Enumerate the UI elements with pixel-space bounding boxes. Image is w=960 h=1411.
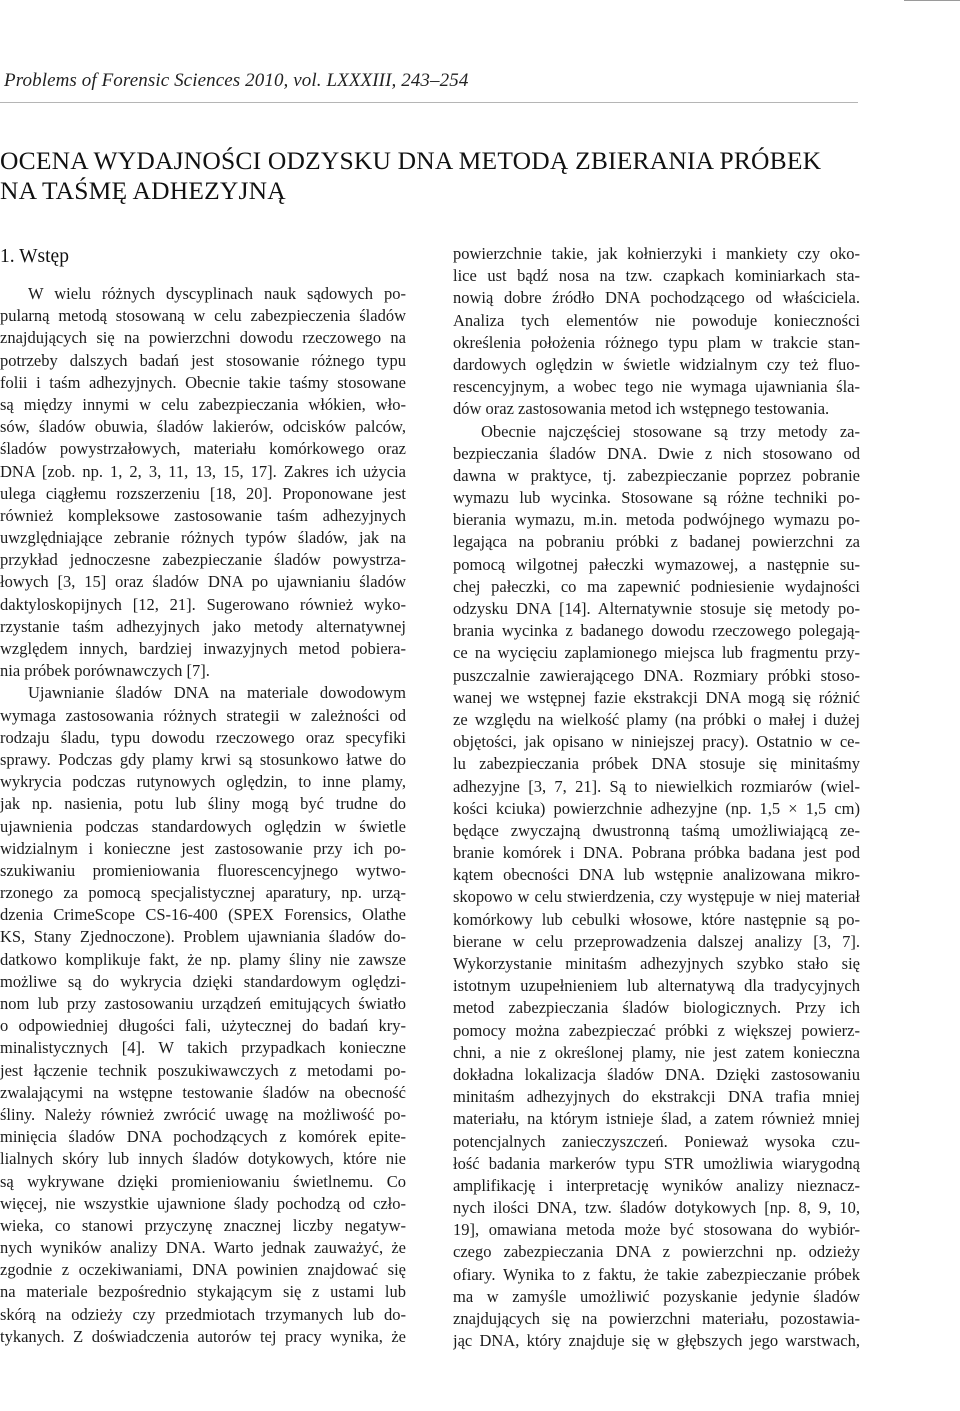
text-line: bierania wymazu, m.in. metoda podwójnego wymazu po- [453, 510, 860, 530]
text-line: potencjalnych zanieczyszczeń. Ponieważ wysoka czu- [453, 1131, 860, 1151]
text-line: pomocy można zabezpieczać próbki z większej powierz- [453, 1020, 860, 1040]
text-line: skórą na odzieży czy przedmiotach trzymanych lub do- [0, 1304, 406, 1324]
text-line: są między innymi w celu zabezpieczania włókien, wło- [0, 394, 406, 414]
text-line: brania wycinka z badanego dowodu rzeczowego polegają- [453, 621, 860, 641]
text-line: nowią dobre źródło DNA pochodzącego od właściciela. [453, 288, 860, 308]
text-line: kątem obecności DNA lub wstępnie analizowana mikro- [453, 865, 860, 885]
text-line: pularną metodą stosowaną w celu zabezpieczenia śladów [0, 306, 406, 326]
text-line: śladów powystrzałowych, materiału komórkowego oraz [0, 439, 406, 459]
title-line: OCENA WYDAJNOŚCI ODZYSKU DNA METODĄ ZBIERANIA PRÓBEK [0, 146, 822, 175]
text-line: znajdujących się na powierzchni materiału, pozostawia- [453, 1309, 860, 1328]
text-line: wykrycia podczas rutynowych oględzin, to inne plamy, [0, 772, 406, 792]
text-line: materiału, na którym istnieje ślad, a zatem również mniej [453, 1109, 860, 1129]
text-line: również kompleksowe zastosowanie taśm adhezyjnych [0, 505, 406, 525]
text-line: ze względu na wielkość plamy (na próbki o małej i dużej [453, 709, 860, 729]
text-line: pomocą wilgotnej pałeczki wymazowej, a następnie su- [453, 554, 860, 574]
text-line: minitaśm adhezyjnych do ekstrakcji DNA trafia mniej [453, 1087, 860, 1107]
text-line: uwzględniające zebranie różnych typów śladów, jak na [0, 528, 406, 548]
text-line: dardowych oględzin w świetle widzialnym czy też fluo- [453, 354, 860, 374]
text-line: wanej we wstępnej fazie ekstrakcji DNA mogą się różnić [453, 687, 860, 707]
text-line: ma w zamyśle umożliwić pozyskanie jedynie śladów [453, 1286, 860, 1306]
text-line: o odpowiedniej długości fali, użytecznej do badań kry- [0, 1016, 406, 1036]
text-line: branie komórek i DNA. Pobrana próbka badana jest pod [453, 843, 860, 863]
text-line: chni, a nie z określonej plamy, nie jest zatem konieczna [453, 1042, 860, 1062]
text-line: śliny. Należy również zwrócić uwagę na możliwość po- [0, 1104, 406, 1124]
text-line: 19], omawiana metoda może być stosowana do wybiór- [453, 1220, 860, 1240]
text-line: widzialnym i konieczne jest zastosowanie przy ich po- [0, 838, 406, 858]
text-line: bierane w celu przeprowadzenia dalszej analizy [3, 7]. [453, 931, 860, 951]
text-line: rescencyjnym, a wobec tego nie wymaga ujawniania śla- [453, 377, 860, 397]
article-title [0, 146, 880, 206]
text-line: legająca na pobraniu próbki z badanej powierzchni za [453, 532, 860, 552]
text-line: na materiale bezpośrednio stykającym się z ustami lub [0, 1282, 406, 1302]
text-line: ce na wycięciu zaplamionego miejsca lub fragmentu przy- [453, 643, 860, 663]
text-line: jąc DNA, który znajduje się w głębszych jego warstwach, [453, 1331, 860, 1351]
text-line: minalistycznych [4]. W takich przypadkach konieczne [0, 1038, 406, 1058]
text-line: nych ilości DNA, tzw. śladów dotykowych [np. 8, 9, 10, [453, 1198, 860, 1218]
text-line: jest łączenie technik poszukiwawczych z metodami po- [0, 1060, 406, 1080]
text-line: ulega ciągłemu rozszerzeniu [18, 20]. Proponowane jest [0, 483, 406, 503]
text-line: rzonego za pomocą specjalistycznej aparatury, np. urzą- [0, 883, 406, 903]
text-line: datkowo komplikuje fakt, że np. plamy śliny nie zawsze [0, 949, 406, 969]
text-line: zwalającymi na wstępne testowanie śladów na obecność [0, 1082, 406, 1102]
text-line: wieka, co stanowi przyczynę znacznej liczby negatyw- [0, 1215, 406, 1235]
text-line: amplifikację i interpretację wyników analizy nieznacz- [453, 1175, 860, 1195]
section-heading: 1. Wstęp [0, 246, 69, 267]
text-line: określenia położenia różnego typu plam w trakcie stan- [453, 332, 860, 352]
text-line: szukiwaniu promieniowania fluorescencyjnego wytwo- [0, 860, 406, 880]
text-line: lialnych skóry lub innych śladów dotykowych, które nie [0, 1149, 406, 1169]
text-line: skopowo w celu stwierdzenia, czy występuje w niej materiał [453, 887, 860, 907]
left-body-text [0, 283, 406, 1348]
right-body-text [453, 243, 860, 1352]
text-line: wymazu lub wycinka. Stosowane są różne techniki po- [453, 488, 860, 508]
text-line: nia próbek porównawczych [7]. [0, 661, 210, 681]
left-column [0, 243, 406, 1348]
right-column [453, 243, 860, 1352]
text-line: potrzeby dalszych badań jest stosowanie różnego typu [0, 350, 406, 370]
text-line: sów, śladów obuwia, śladów lakierów, odcisków palców, [0, 417, 406, 437]
text-line: sprawy. Podczas gdy plamy krwi są stosunkowo łatwe do [0, 749, 406, 769]
text-line: dokładna lokalizacja śladów DNA. Dzięki zastosowaniu [453, 1064, 860, 1084]
text-line: przykład jednoczesne zabezpieczanie śladów powystrza- [0, 550, 406, 570]
text-line: względem innych, bardziej inwazyjnych metod pobiera- [0, 639, 406, 658]
text-line: bezpieczania śladów DNA. Dwie z nich stosowano od [453, 443, 860, 463]
text-line: czego zabezpieczania DNA z powierzchni np. odzieży [453, 1242, 860, 1262]
text-line: folii i taśm adhezyjnych. Obecnie takie taśmy stosowane [0, 372, 406, 392]
text-line: Ujawnianie śladów DNA na materiale dowodowym [28, 683, 406, 703]
text-line: będące zwyczajną dwustronną taśmą umożliwiającą ze- [453, 820, 860, 840]
text-line: wymaga zastosowania różnych strategii w zależności od [0, 705, 406, 725]
text-line: daktyloskopijnych [12, 21]. Sugerowano również wyko- [0, 594, 406, 614]
text-line: jak np. nasienia, potu lub śliny mogą być trudne do [0, 794, 406, 814]
text-line: powierzchnie takie, jak kołnierzyki i mankiety czy oko- [453, 244, 860, 263]
text-line: objętości, jak opisano w niniejszej pracy). Ostatnio w ce- [453, 732, 860, 752]
text-line: nom lub przy zastosowaniu urządzeń emitujących światło [0, 994, 406, 1013]
journal-header: Problems of Forensic Sciences 2010, vol. LXXXIII, 243–254 [4, 70, 469, 91]
text-line: zgodnie z oczekiwaniami, DNA powinien znajdować się [0, 1260, 406, 1280]
text-line: lu zabezpieczania próbek DNA stosuje się minitaśmy [453, 754, 860, 774]
text-line: Wykorzystanie minitaśm adhezyjnych szybko stało się [453, 954, 860, 973]
text-line: więcej, nie wszystkie ujawnione ślady pochodzą od czło- [0, 1193, 406, 1213]
text-line: rzystanie taśm adhezyjnych jako metody alternatywnej [0, 616, 406, 636]
text-line: odzysku DNA [14]. Alternatywnie stosuje się metody po- [453, 599, 860, 618]
text-line: łość badania markerów typu STR umożliwia wiarygodną [453, 1153, 860, 1173]
text-line: lice ust bądź nosa na tzw. czapkach kominiarkach sta- [453, 266, 860, 286]
text-line: ujawnienia podczas standardowych oględzin w świetle [0, 816, 406, 836]
text-line: chej pałeczki, co ma zapewnić podniesienie wydajności [453, 576, 860, 596]
text-line: Obecnie najczęściej stosowane są trzy metody za- [481, 421, 860, 441]
text-line: dów oraz zastosowania metod ich wstępnego testowania. [453, 399, 830, 419]
text-line: są wykrywane dzięki promieniowaniu świetlnemu. Co [0, 1171, 406, 1191]
title-line: NA TAŚMĘ ADHEZYJNĄ [0, 176, 286, 205]
text-line: kości kciuka) powierzchnie adhezyjne (np. 1,5 × 1,5 cm) [453, 798, 860, 818]
text-line: DNA [zob. np. 1, 2, 3, 11, 13, 15, 17]. Zakres ich użycia [0, 461, 406, 481]
text-line: dzenia CrimeScope CS-16-400 (SPEX Forensics, Olathe [0, 905, 406, 925]
text-line: istotnym uzupełnieniem lub alternatywą dla tradycyjnych [453, 976, 860, 996]
text-line: KS, Stany Zjednoczone). Problem ujawniania śladów do- [0, 927, 406, 947]
text-line: rodzaju śladu, typu dowodu rzeczowego oraz specyfiki [0, 727, 406, 747]
text-line: dawna w praktyce, tj. zabezpieczanie poprzez pobranie [453, 465, 860, 485]
header-rule [0, 102, 858, 103]
corner-rule [904, 0, 960, 1]
text-line: znajdujących się na powierzchni dowodu rzeczowego na [0, 328, 406, 348]
text-line: nych wyników analizy DNA. Warto jednak zauważyć, że [0, 1238, 406, 1258]
text-line: łowych [3, 15] oraz śladów DNA po ujawnianiu śladów [0, 572, 406, 592]
text-line: minięcia śladów DNA pochodzących z komórek epite- [0, 1127, 406, 1147]
text-line: komórkowy lub cebulki włosowe, które następnie są po- [453, 909, 860, 929]
text-line: metod zabezpieczania śladów biologicznych. Przy ich [453, 998, 860, 1018]
text-line: adhezyjne [3, 7, 21]. Są to niewielkich rozmiarów (wiel- [453, 776, 860, 796]
text-line: puszczalnie zawierającego DNA. Rozmiary próbki stoso- [453, 665, 860, 685]
text-line: Analiza tych elementów nie powoduje konieczności [453, 310, 860, 330]
text-line: W wielu różnych dyscyplinach nauk sądowych po- [28, 284, 406, 303]
text-line: tykanych. Z doświadczenia autorów tej pracy wynika, że [0, 1326, 406, 1346]
text-line: możliwe są do wykrycia dzięki standardowym oględzi- [0, 971, 406, 991]
text-line: ofiary. Wynika to z faktu, że takie zabezpieczanie próbek [453, 1264, 860, 1284]
